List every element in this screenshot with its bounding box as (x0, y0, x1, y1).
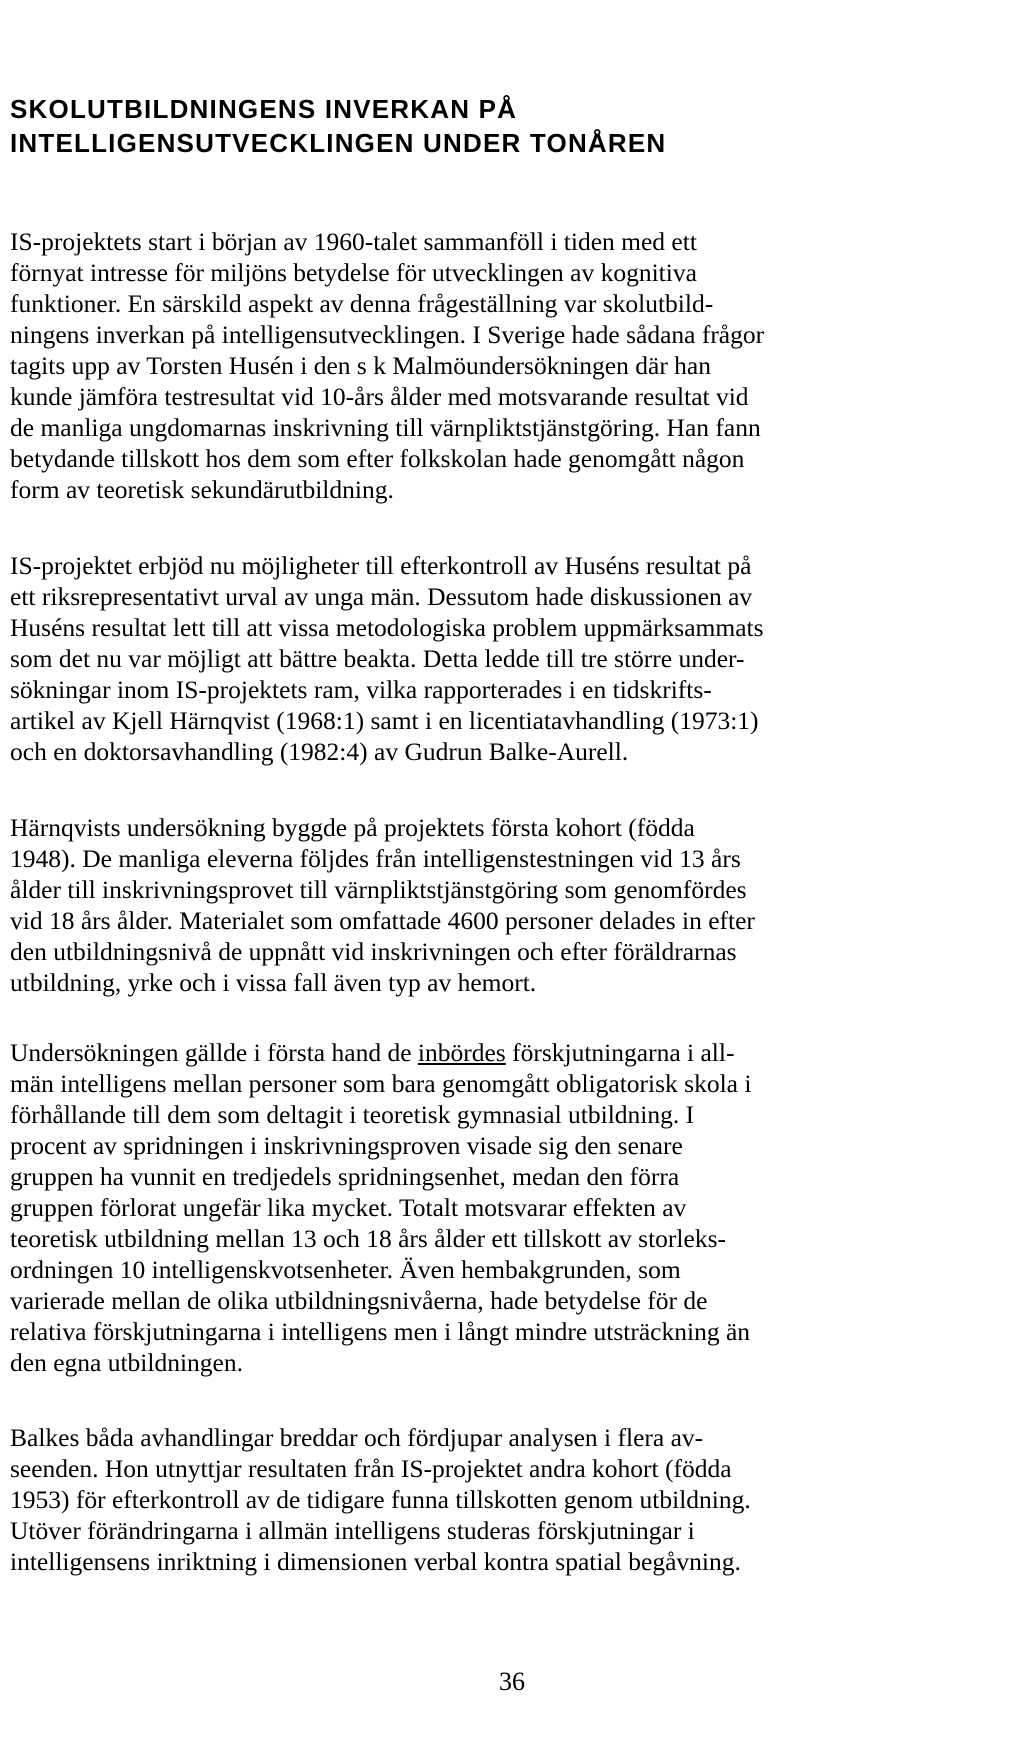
paragraph-line: och en doktorsavhandling (1982:4) av Gudrun Balke-Aurell. (10, 737, 629, 766)
paragraph-line: Utöver förändringarna i allmän intelligens studeras förskjutningar i (10, 1516, 695, 1545)
line-text: Undersökningen gällde i första hand de (10, 1038, 418, 1067)
section-heading (10, 92, 970, 160)
paragraph-line: form av teoretisk sekundärutbildning. (10, 475, 394, 504)
paragraph-line: teoretisk utbildning mellan 13 och 18 års ålder ett tillskott av storleks- (10, 1224, 726, 1253)
paragraph-line: kunde jämföra testresultat vid 10-års ålder med motsvarande resultat vid (10, 382, 749, 411)
heading-line-1: SKOLUTBILDNINGENS INVERKAN PÅ (10, 94, 518, 124)
paragraph-1 (10, 226, 910, 505)
paragraph-line: seenden. Hon utnyttjar resultaten från IS-projektet andra kohort (födda (10, 1454, 732, 1483)
paragraph-line: förhållande till dem som deltagit i teoretisk gymnasial utbildning. I (10, 1100, 695, 1129)
paragraph-line: vid 18 års ålder. Materialet som omfattade 4600 personer delades in efter (10, 906, 755, 935)
paragraph-line: ningens inverkan på intelligensutvecklingen. I Sverige hade sådana frågor (10, 320, 765, 349)
paragraph-line: 1948). De manliga eleverna följdes från intelligenstestningen vid 13 års (10, 844, 741, 873)
paragraph-line: tagits upp av Torsten Husén i den s k Malmöundersökningen där han (10, 351, 712, 380)
paragraph-line: den utbildningsnivå de uppnått vid inskrivningen och efter föräldrarnas (10, 937, 737, 966)
line-text: förskjutningarna i all- (505, 1038, 735, 1067)
paragraph-line: den egna utbildningen. (10, 1348, 243, 1377)
paragraph-4 (10, 1037, 910, 1378)
paragraph-line: funktioner. En särskild aspekt av denna frågeställning var skolutbild- (10, 289, 714, 318)
paragraph-line: ett riksrepresentativt urval av unga män. Dessutom hade diskussionen av (10, 582, 753, 611)
paragraph-line: förnyat intresse för miljöns betydelse för utvecklingen av kognitiva (10, 258, 697, 287)
paragraph-line: IS-projektet erbjöd nu möjligheter till efterkontroll av Huséns resultat på (10, 551, 752, 580)
paragraph-line: artikel av Kjell Härnqvist (1968:1) samt i en licentiatavhandling (1973:1) (10, 706, 759, 735)
paragraph-line: varierade mellan de olika utbildningsnivåerna, hade betydelse för de (10, 1286, 708, 1315)
heading-line-2: INTELLIGENSUTVECKLINGEN UNDER TONÅREN (10, 128, 667, 158)
paragraph-line: ålder till inskrivningsprovet till värnpliktstjänstgöring som genomfördes (10, 875, 747, 904)
paragraph-line: gruppen förlorat ungefär lika mycket. Totalt motsvarar effekten av (10, 1193, 687, 1222)
paragraph-line: IS-projektets start i början av 1960-talet sammanföll i tiden med ett (10, 227, 697, 256)
paragraph-line: 1953) för efterkontroll av de tidigare funna tillskotten genom utbildning. (10, 1485, 751, 1514)
paragraph-line: Härnqvists undersökning byggde på projektets första kohort (födda (10, 813, 695, 842)
paragraph-line: sökningar inom IS-projektets ram, vilka rapporterades i en tidskrifts- (10, 675, 712, 704)
paragraph-line: utbildning, yrke och i vissa fall även typ av hemort. (10, 968, 537, 997)
paragraph-line: gruppen ha vunnit en tredjedels spridningsenhet, medan den förra (10, 1162, 680, 1191)
paragraph-line: Balkes båda avhandlingar breddar och fördjupar analysen i flera av- (10, 1423, 704, 1452)
paragraph-5 (10, 1422, 910, 1577)
paragraph-line: relativa förskjutningarna i intelligens men i långt mindre utsträckning än (10, 1317, 751, 1346)
paragraph-line: som det nu var möjligt att bättre beakta. Detta ledde till tre större under- (10, 644, 745, 673)
paragraph-line: procent av spridningen i inskrivningsproven visade sig den senare (10, 1131, 683, 1160)
paragraph-3 (10, 812, 910, 998)
page-number: 36 (499, 1667, 525, 1696)
paragraph-line: de manliga ungdomarnas inskrivning till värnpliktstjänstgöring. Han fann (10, 413, 761, 442)
paragraph-line: ordningen 10 intelligenskvotsenheter. Även hembakgrunden, som (10, 1255, 681, 1284)
paragraph-line: män intelligens mellan personer som bara genomgått obligatorisk skola i (10, 1069, 752, 1098)
paragraph-line (10, 1037, 910, 1068)
paragraph-line: intelligensens inriktning i dimensionen verbal kontra spatial begåvning. (10, 1547, 741, 1576)
paragraph-line: Huséns resultat lett till att vissa metodologiska problem uppmärksammats (10, 613, 764, 642)
underlined-emphasis: inbördes (417, 1038, 506, 1067)
paragraph-line: betydande tillskott hos dem som efter folkskolan hade genomgått någon (10, 444, 745, 473)
paragraph-2 (10, 550, 910, 767)
